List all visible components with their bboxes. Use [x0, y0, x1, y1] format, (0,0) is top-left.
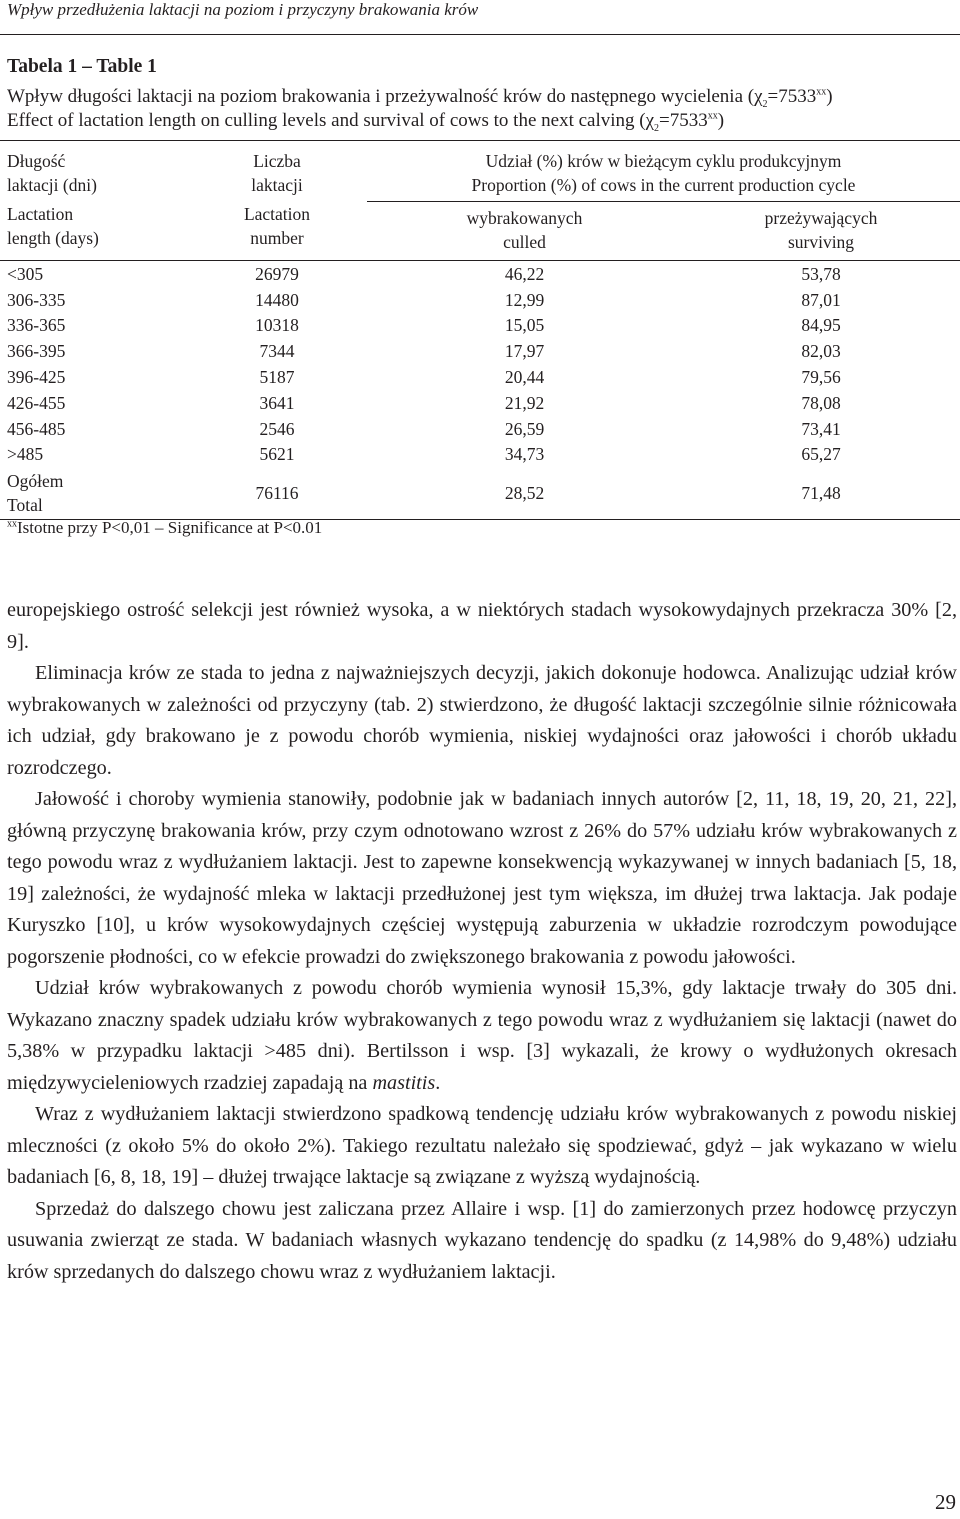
cell-total-number: 76116: [187, 467, 367, 520]
cell-number: 26979: [255, 263, 299, 284]
cell-surviving: 87,01: [801, 289, 841, 310]
cell-number: 10318: [255, 315, 299, 336]
cell-culled: 21,92: [504, 392, 545, 413]
body-text: [7, 595, 957, 1288]
cell-number: 5621: [259, 444, 295, 465]
table-label: Tabela 1 – Table 1: [7, 56, 157, 77]
running-head: Wpływ przedłużenia laktacji na poziom i przyczyny brakowania krów: [7, 0, 479, 19]
paragraph: Jałowość i choroby wymienia stanowiły, podobnie jak w badaniach innych autorów [2, 11, 18, 19, 20, 21, 22], główną przyczynę brakowania krów, przy czym odnotowano wzrost z 26% do 57% udziału krów wybrakowanych z tego powodu wraz z wydłużaniem laktacji. Jest to zapewne konsekwencją wykazywanej w innych badaniach [5, 18, 19] zależności, że wydajność mleka w laktacji przedłużonej jest tym większa, im dłużej trwa laktacja. Jak podaje Kuryszko [10], u krów wysokowydajnych częściej występują zaburzenia w układzie rozrodczym powodujące pogorszenie płodności, co w efekcie prowadzi do zwiększonego brakowania z powodu jałowości.: [7, 788, 957, 968]
table-row: [0, 261, 960, 287]
paragraph: Sprzedaż do dalszego chowu jest zaliczana przez Allaire i wsp. [1] do zamierzonych przez hodowcę przyczyn usuwania zwierząt ze stada. W badaniach własnych wykazano tendencję do spadku (z 14,98% do 9,48%) udziału krów sprzedanych do dalszego chowu wraz z wydłużaniem laktacji.: [7, 1197, 957, 1283]
data-table: [0, 140, 960, 520]
cell-surviving: 53,78: [801, 263, 841, 284]
cell-length: <305: [7, 263, 44, 284]
table-caption-en: Effect of lactation length on culling levels and survival of cows to the next calving $(\chi_2=7533^{xx})$: [7, 110, 725, 134]
cell-culled: 17,97: [504, 341, 545, 362]
col-culled-header: wybrakowanych culled: [367, 202, 682, 261]
table-row: [0, 364, 960, 390]
cell-length: 336-365: [7, 315, 66, 336]
cell-surviving: 78,08: [801, 392, 841, 413]
table-body: [0, 261, 960, 520]
cell-number: 14480: [255, 289, 299, 310]
col-length-header-en: Lactation length (days): [0, 202, 187, 261]
cell-surviving: 65,27: [801, 444, 841, 465]
table-row: [0, 338, 960, 364]
cell-surviving: 82,03: [801, 341, 841, 362]
table-total-row: [0, 467, 960, 520]
cell-length: 426-455: [7, 392, 66, 413]
cell-culled: 34,73: [504, 444, 545, 465]
cell-length: 306-335: [7, 289, 66, 310]
table-row: [0, 313, 960, 339]
table-row: [0, 416, 960, 442]
header-rule: [0, 34, 960, 35]
col-number-header: Liczba laktacji: [187, 141, 367, 203]
paragraph: Eliminacja krów ze stada to jedna z najważniejszych decyzji, jakich dokonuje hodowca. Analizując udział krów wybrakowanych w zależności od przyczyny (tab. 2) stwierdzono, że długość laktacji szczególnie silnie różnicowała ich udział, gdy brakowano je z powodu chorób wymienia, niskiej wydajności oraz jałowości i chorób układu rozrodczego.: [7, 662, 957, 779]
cell-culled: 12,99: [504, 289, 545, 310]
table-header-row-1: [0, 141, 960, 202]
cell-length: >485: [7, 444, 44, 465]
col-surviving-header: przeżywających surviving: [682, 202, 960, 261]
group-header: Udział (%) krów w bieżącym cyklu produkcyjnym Proportion (%) of cows in the current production cycle: [367, 141, 960, 202]
cell-number: 5187: [259, 367, 295, 388]
cell-total-label: Ogółem Total: [0, 467, 187, 520]
cell-length: 366-395: [7, 341, 66, 362]
italic-term: mastitis: [372, 1071, 436, 1094]
paragraph: europejskiego ostrość selekcji jest również wysoka, a w niektórych stadach wysokowydajnych przekracza 30% [2, 9].: [7, 599, 957, 653]
paragraph: Wraz z wydłużaniem laktacji stwierdzono spadkową tendencję udziału krów wybrakowanych z powodu niskiej mleczności (z około 5% do około 2%). Takiego rezultatu należało się spodziewać, gdyż – jak wykazano w wielu badaniach [6, 8, 18, 19] – dłużej trwające laktacje są związane z wyższą wydajnością.: [7, 1103, 957, 1188]
cell-number: 2546: [259, 418, 295, 439]
cell-surviving: 84,95: [801, 315, 841, 336]
cell-number: 3641: [259, 392, 295, 413]
col-length-header: Długość laktacji (dni): [0, 141, 187, 203]
cell-culled: 15,05: [504, 315, 545, 336]
cell-total-culled: 28,52: [367, 467, 682, 520]
cell-culled: 46,22: [504, 263, 545, 284]
table-header-row-3: [0, 202, 960, 261]
col-number-header-en: Lactation number: [187, 202, 367, 261]
cell-surviving: 79,56: [801, 367, 841, 388]
table-row: [0, 287, 960, 313]
cell-culled: 26,59: [504, 418, 545, 439]
cell-length: 396-425: [7, 367, 66, 388]
page-number: 29: [935, 1490, 956, 1514]
cell-length: 456-485: [7, 418, 66, 439]
table-row: [0, 390, 960, 416]
cell-surviving: 73,41: [801, 418, 841, 439]
cell-culled: 20,44: [504, 367, 545, 388]
table-footnote: $^{xx}$Istotne przy P<0,01 – Significance at P<0.01: [7, 518, 323, 537]
paragraph: Udział krów wybrakowanych z powodu chorób wymienia wynosił 15,3%, gdy laktacje trwały do 305 dni. Wykazano znaczny spadek udziału krów wybrakowanych z tego powodu wraz z wydłużaniem się laktacji (nawet do 5,38% w przypadku laktacji >485 dni). Bertilsson i wsp. [3] wykazali, że krowy o wydłużonych okresach międzywycieleniowych rzadziej zapadają na mastitis.: [7, 977, 957, 1094]
table-row: [0, 442, 960, 468]
table-caption-pl: Wpływ długości laktacji na poziom brakowania i przeżywalność krów do następnego wycielenia $(\chi_2=7533^{xx})$: [7, 86, 833, 110]
cell-number: 7344: [259, 341, 295, 362]
cell-total-surviving: 71,48: [682, 467, 960, 520]
